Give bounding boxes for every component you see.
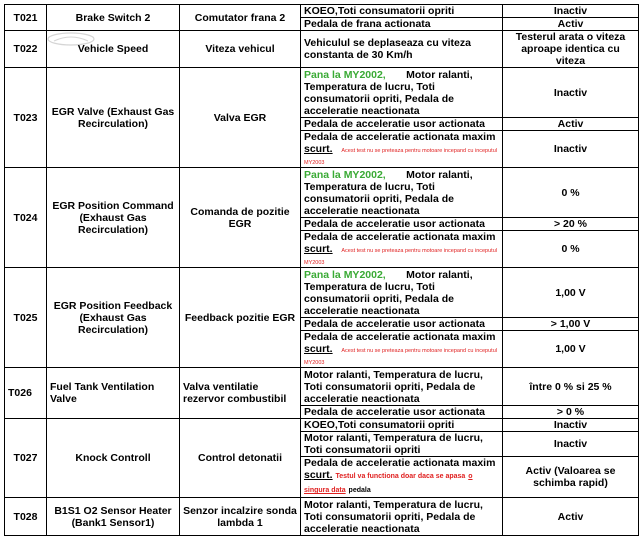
expected-value: 0 % <box>503 231 639 268</box>
knock-note-emphasis: o singura data <box>304 473 473 494</box>
parameter-name-ro: Senzor incalzire sonda lambda 1 <box>180 498 301 536</box>
table-row <box>5 168 639 218</box>
expected-value: Activ <box>503 118 639 131</box>
test-condition: Pedala de acceleratie usor actionata <box>301 218 503 231</box>
model-year-note: Pana la MY2002, <box>304 168 386 181</box>
test-code: T022 <box>5 31 47 68</box>
test-condition: Pedala de acceleratie usor actionata <box>301 318 503 331</box>
test-condition: Motor ralanti, Temperatura de lucru, Toti consumatorii opriti, Pedala de acceleratie neactionata <box>301 368 503 406</box>
test-condition <box>301 457 503 498</box>
parameter-name-ro: Comutator frana 2 <box>180 5 301 31</box>
test-condition: Motor ralanti, Temperatura de lucru, Toti consumatorii opriti <box>301 432 503 457</box>
condition-text: Temperatura de lucru, Toti consumatorii opriti, Pedala de acceleratie neactionata <box>304 280 454 317</box>
parameter-name-ro: Viteza vehicul <box>180 31 301 68</box>
table-row <box>5 368 639 406</box>
test-condition: KOEO,Toti consumatorii opriti <box>301 5 503 18</box>
model-year-note: Pana la MY2002, <box>304 268 386 281</box>
condition-text: Pedala de acceleratie actionata maxim <box>304 131 496 143</box>
warning-note: Acest test nu se preteaza pentru motoare incepand cu inceputul MY2003 <box>304 248 497 266</box>
test-condition: KOEO,Toti consumatorii opriti <box>301 419 503 432</box>
parameter-name-ro: Control detonatii <box>180 419 301 498</box>
expected-value: 1,00 V <box>503 268 639 318</box>
table-row <box>5 31 639 68</box>
expected-value: între 0 % si 25 % <box>503 368 639 406</box>
condition-text: Pedala de acceleratie actionata maxim <box>304 457 496 469</box>
parameter-name: EGR Position Feedback (Exhaust Gas Recirculation) <box>47 268 180 368</box>
parameter-name: Brake Switch 2 <box>47 5 180 31</box>
table-row <box>5 419 639 432</box>
table-row <box>5 268 639 318</box>
condition-lead: Motor ralanti, <box>406 68 473 81</box>
expected-value: > 1,00 V <box>503 318 639 331</box>
test-condition <box>301 231 503 268</box>
test-condition <box>301 168 503 218</box>
test-code: T026 <box>5 368 47 419</box>
condition-text: Temperatura de lucru, Toti consumatorii opriti, Pedala de acceleratie neactionata <box>304 180 454 217</box>
parameter-name: EGR Valve (Exhaust Gas Recirculation) <box>47 68 180 168</box>
condition-lead: Motor ralanti, <box>406 168 473 181</box>
test-code: T027 <box>5 419 47 498</box>
test-condition: Pedala de frana actionata <box>301 18 503 31</box>
condition-text: scurt. <box>304 243 333 255</box>
parameter-name: EGR Position Command (Exhaust Gas Recirculation) <box>47 168 180 268</box>
parameter-name: Fuel Tank Ventilation Valve <box>47 368 180 419</box>
expected-value: Inactiv <box>503 131 639 168</box>
test-code: T023 <box>5 68 47 168</box>
test-code: T021 <box>5 5 47 31</box>
expected-value: Inactiv <box>503 5 639 18</box>
expected-value: 0 % <box>503 168 639 218</box>
condition-text: Temperatura de lucru, Toti consumatorii opriti, Pedala de acceleratie neactionata <box>304 80 454 117</box>
expected-value: Inactiv <box>503 68 639 118</box>
model-year-note: Pana la MY2002, <box>304 68 386 81</box>
expected-value: Inactiv <box>503 432 639 457</box>
condition-text: scurt. <box>304 143 333 155</box>
test-condition <box>301 331 503 368</box>
parameter-name-ro: Comanda de pozitie EGR <box>180 168 301 268</box>
condition-text: Pedala de acceleratie actionata maxim <box>304 331 496 343</box>
table-row <box>5 498 639 536</box>
test-code: T025 <box>5 268 47 368</box>
table-row <box>5 5 639 18</box>
expected-value: Testerul arata o viteza aproape identica cu viteza <box>503 31 639 68</box>
condition-text: scurt. <box>304 469 333 481</box>
warning-note: Acest test nu se preteaza pentru motoare incepand cu inceputul MY2003 <box>304 348 497 366</box>
condition-lead: Motor ralanti, <box>406 268 473 281</box>
warning-note: Acest test nu se preteaza pentru motoare incepand cu inceputul MY2003 <box>304 148 497 166</box>
test-code: T024 <box>5 168 47 268</box>
test-code: T028 <box>5 498 47 536</box>
expected-value: Activ <box>503 498 639 536</box>
parameter-name-ro: Valva EGR <box>180 68 301 168</box>
expected-value: Activ <box>503 18 639 31</box>
table-row <box>5 68 639 118</box>
expected-value: Activ (Valoarea se schimba rapid) <box>503 457 639 498</box>
test-condition <box>301 68 503 118</box>
parameter-name-ro: Feedback pozitie EGR <box>180 268 301 368</box>
parameter-name-ro: Valva ventilatie rezervor combustibil <box>180 368 301 419</box>
test-condition: Motor ralanti, Temperatura de lucru, Toti consumatorii opriti, Pedala de acceleratie neactionata <box>301 498 503 536</box>
expected-value: > 0 % <box>503 406 639 419</box>
expected-value: > 20 % <box>503 218 639 231</box>
parameter-name: Vehicle Speed <box>47 31 180 68</box>
diagnostic-test-table <box>4 4 639 536</box>
knock-note-end: pedala <box>348 487 371 494</box>
expected-value: 1,00 V <box>503 331 639 368</box>
test-condition <box>301 131 503 168</box>
parameter-name: B1S1 O2 Sensor Heater (Bank1 Sensor1) <box>47 498 180 536</box>
test-condition: Vehiculul se deplaseaza cu viteza constanta de 30 Km/h <box>301 31 503 68</box>
test-condition: Pedala de acceleratie usor actionata <box>301 118 503 131</box>
test-condition: Pedala de acceleratie usor actionata <box>301 406 503 419</box>
parameter-name: Knock Controll <box>47 419 180 498</box>
condition-text: Pedala de acceleratie actionata maxim <box>304 231 496 243</box>
test-condition <box>301 268 503 318</box>
expected-value: Inactiv <box>503 419 639 432</box>
condition-text: scurt. <box>304 343 333 355</box>
knock-note: Testul va functiona doar daca se apasa <box>335 473 466 480</box>
